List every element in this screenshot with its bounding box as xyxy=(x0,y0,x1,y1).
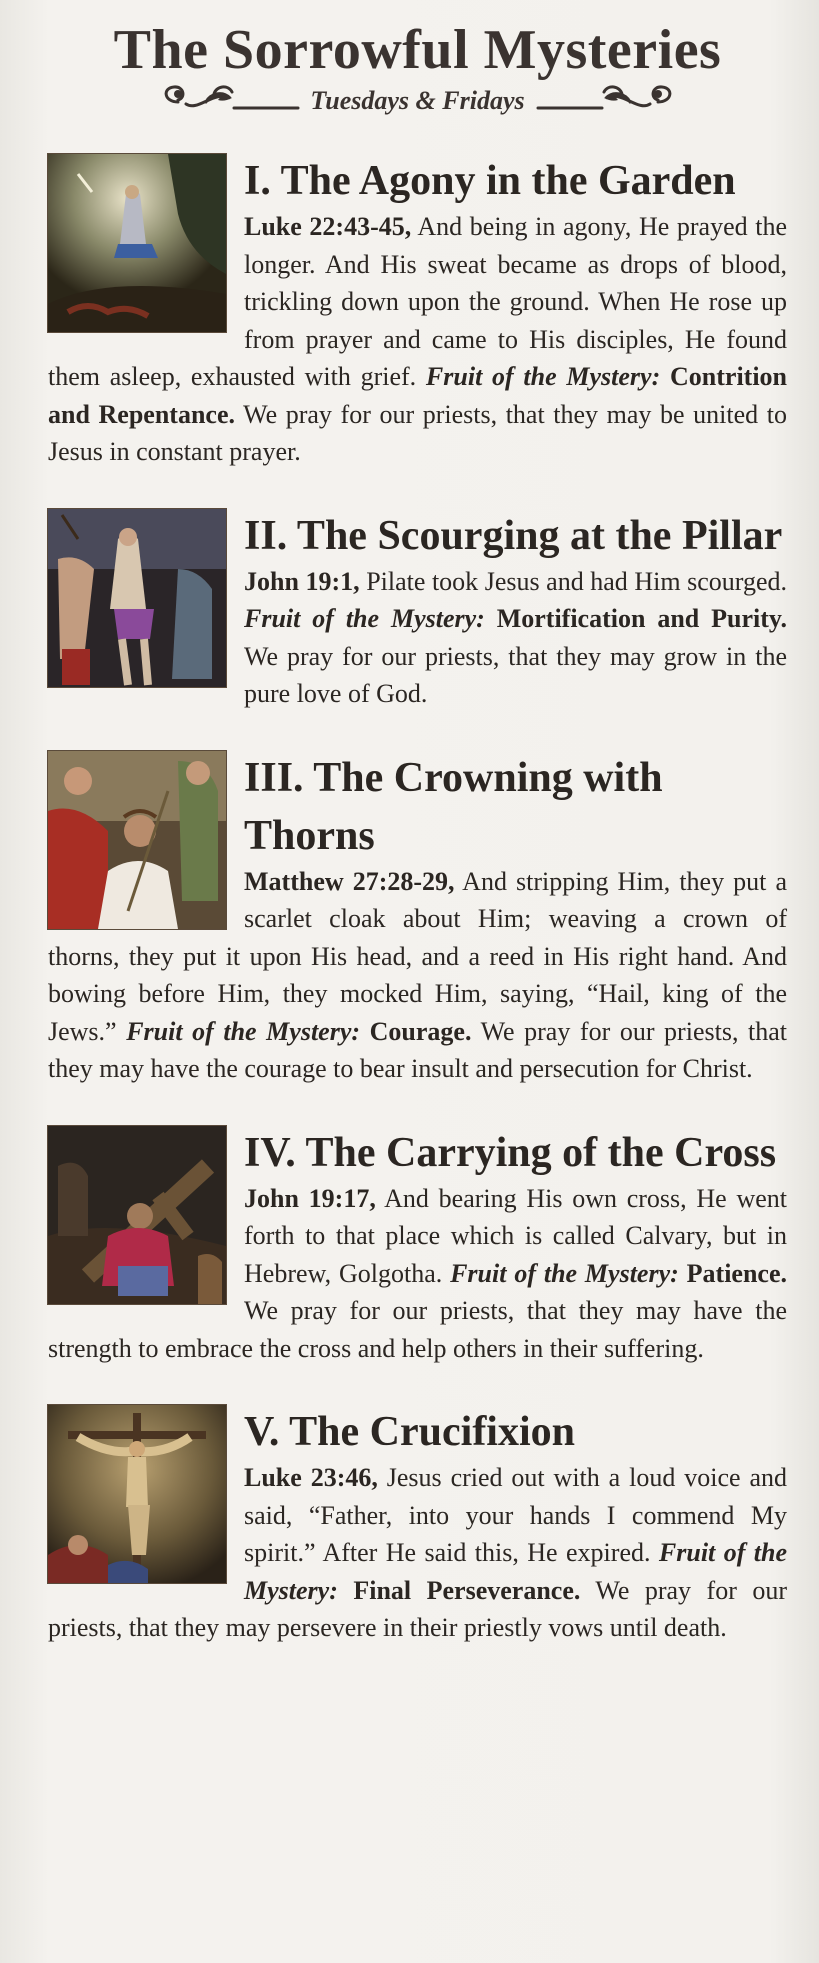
mystery-item xyxy=(48,507,787,713)
scripture-reference: Luke 23:46, xyxy=(244,1463,378,1492)
fruit-value: Final Perseverance. xyxy=(337,1575,581,1605)
scripture-text: And bearing His own cross, He went forth to that place which is called Calvary, but in Hebrew, Golgotha. xyxy=(244,1183,787,1288)
mystery-title: III. The Crowning with Thorns xyxy=(244,754,663,859)
mystery-title: I. The Agony in the Garden xyxy=(244,158,736,204)
prayer-text: We pray for our priests, that they may have the strength to embrace the cross and help others in their suffering. xyxy=(48,1296,787,1363)
scripture-text: And stripping Him, they put a scarlet cloak about Him; weaving a crown of thorns, they put it upon His head, and a reed in His right hand. And bowing before Him, they mocked Him, saying, “Hail, king of the Jews.” xyxy=(48,866,787,1046)
scripture-reference: John 19:1, xyxy=(244,566,360,596)
mysteries-list xyxy=(48,152,787,1647)
fruit-label: Fruit of the Mystery: xyxy=(244,604,485,633)
carrying-cross-painting-icon xyxy=(48,1126,226,1304)
mystery-item xyxy=(48,1403,787,1647)
scripture-text: And being in agony, He prayed the longer. And His sweat became as drops of blood, trickling down upon the ground. When He rose up from prayer and came to His disciples, He found them asleep, exhausted with grief. xyxy=(48,212,787,391)
crucifixion-painting-icon xyxy=(48,1405,226,1583)
scripture-text: Jesus cried out with a loud voice and said, “Father, into your hands I commend My spirit.” After He said this, He expired. xyxy=(244,1463,787,1567)
mystery-item xyxy=(48,749,787,1088)
fruit-value: Mortification and Purity. xyxy=(484,604,787,633)
header xyxy=(48,14,787,122)
fruit-label: Fruit of the Mystery: xyxy=(425,362,661,391)
fruit-label: Fruit of the Mystery: xyxy=(450,1258,679,1288)
page-title: The Sorrowful Mysteries xyxy=(113,19,722,81)
prayer-text: We pray for our priests, that they may persevere in their priestly vows until death. xyxy=(48,1575,787,1642)
mystery-title: II. The Scourging at the Pillar xyxy=(244,512,783,559)
mystery-item xyxy=(48,1124,787,1368)
page-subtitle: Tuesdays & Fridays xyxy=(310,86,525,115)
scripture-reference: John 19:17, xyxy=(244,1183,376,1213)
agony-in-garden-painting-icon xyxy=(48,154,226,332)
fruit-label: Fruit of the Mystery: xyxy=(126,1016,361,1046)
crowning-painting-icon xyxy=(48,751,226,929)
scourging-painting-icon xyxy=(48,509,226,687)
prayer-text: We pray for our priests, that they may have the courage to bear insult and persecution for Christ. xyxy=(48,1016,788,1083)
prayer-text: We pray for our priests, that they may grow in the pure love of God. xyxy=(244,641,787,708)
scripture-text: Pilate took Jesus and had Him scourged. xyxy=(359,566,788,596)
mystery-item xyxy=(48,152,787,471)
scripture-reference: Luke 22:43-45, xyxy=(244,212,412,241)
mystery-title: V. The Crucifixion xyxy=(244,1409,575,1455)
fruit-value: Courage. xyxy=(360,1016,472,1046)
fruit-value: Contrition and Repentance. xyxy=(48,362,788,429)
prayer-text: We pray for our priests, that they may be united to Jesus in constant prayer. xyxy=(48,399,787,466)
mystery-title: IV. The Carrying of the Cross xyxy=(244,1129,777,1176)
fruit-label: Fruit of the Mystery: xyxy=(244,1538,787,1605)
scripture-reference: Matthew 27:28-29, xyxy=(244,866,455,896)
fruit-value: Patience. xyxy=(678,1258,788,1288)
subtitle-flourish xyxy=(158,80,678,122)
